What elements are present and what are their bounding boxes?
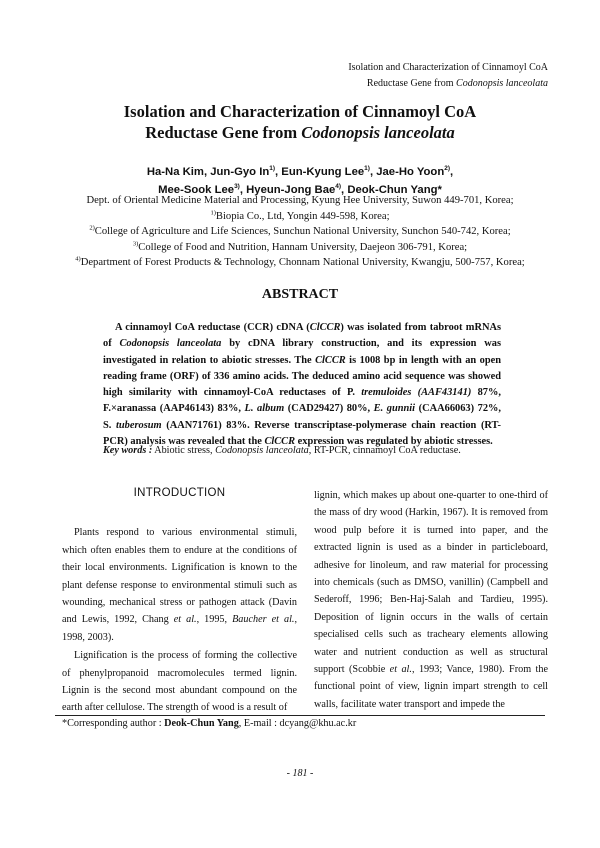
author-affil-mark: 1) <box>269 165 276 173</box>
running-head-line2 <box>348 76 548 92</box>
author-affil-mark: 3) <box>234 183 240 191</box>
abstract-text: by cDNA library construction, and its expression was investigated in relation to abiotic stresses. The <box>103 338 501 366</box>
abstract-species: tremuloides (AAF43141) <box>361 387 472 399</box>
author-name: Mee-Sook Lee <box>158 184 235 196</box>
affiliations <box>0 193 600 271</box>
abstract-species: E. gunnii <box>373 403 416 415</box>
body-italic: Baucher et al. <box>232 614 295 626</box>
affiliation-mark: 4) <box>75 255 81 263</box>
body-italic: et al. <box>389 664 412 676</box>
paper-title <box>0 101 600 143</box>
abstract-gene: ClCCR <box>264 436 296 448</box>
affiliation <box>0 240 600 256</box>
abstract-paragraph <box>103 320 501 450</box>
abstract-text: A cinnamoyl CoA reductase (CCR) cDNA ( <box>115 322 310 333</box>
keywords-text: , RT-PCR, cinnamoyl CoA reductase. <box>308 445 461 456</box>
abstract-text: expression was regulated by abiotic stresses. <box>295 436 493 448</box>
affiliation-text: College of Agriculture and Life Sciences, Sunchun National University, Sunchon 540-742, Korea; <box>94 226 511 237</box>
intro-paragraph-1 <box>62 524 297 646</box>
abstract-text: (AAN71761) 83%. Reverse transcriptase-polymerase chain reaction (RT-PCR) analysis was revealed that the <box>103 419 501 448</box>
column-left <box>62 485 297 717</box>
corresponding-author-footnote <box>62 718 356 729</box>
keywords-species: Codonopsis lanceolata <box>215 445 309 456</box>
affiliation-mark: 2) <box>89 224 95 232</box>
author-name: Hyeun-Jong Bae <box>246 184 336 196</box>
keywords-label: Key words : <box>103 445 153 456</box>
body-text: , 1998, 2003). <box>62 614 297 643</box>
abstract-species: Codonopsis lanceolata <box>119 338 222 350</box>
abstract-text: ) was isolated from tabroot mRNAs of <box>103 322 502 350</box>
author-name: Deok-Chun Yang* <box>347 184 442 196</box>
footnote-author: Deok-Chun Yang <box>164 718 239 729</box>
body-italic: et al. <box>173 614 197 626</box>
introduction-heading: INTRODUCTION <box>133 487 226 499</box>
affiliation <box>0 255 600 271</box>
abstract-heading: ABSTRACT <box>261 287 339 302</box>
body-text: lignin, which makes up about one-quarter to one-third of the mass of dry wood (Harkin, 1967). It is removed from wood pulp before it is turned into paper, and the extracted lignin is used as a binder in particleboard, adhesive for linoleum, and raw material for processing into chemicals (such as DMSO, vanillin) (Campbell and Sederoff, 1996; Ben-Haj-Salah and Tardieu, 1995). Deposition of lignin occurs in the walls of certain specialised cells such as tracheary elements allowing water and nutrient conduction as well as structural support (Scobbie <box>314 490 548 676</box>
body-text: Plants respond to various environmental stimuli, which often enables them to endure at the conditions of their local environments. Lignification is known to the plant defense response to environmental stimuli such as wounding, mechanical stress or pathogen attack (Davin and Lewis, 1992, Chang <box>62 527 297 626</box>
running-head-species: Codonopsis lanceolata <box>456 78 548 89</box>
title-line2-text: Reductase Gene from <box>145 123 302 142</box>
abstract-gene: ClCCR <box>315 354 346 366</box>
footnote-email: , E-mail : dcyang@khu.ac.kr <box>238 718 357 729</box>
running-head-line1: Isolation and Characterization of Cinnamoyl CoA <box>348 62 548 73</box>
abstract-text: (CAA66063) 72%, S. <box>103 403 502 431</box>
author-name: Jae-Ho Yoon <box>376 166 445 178</box>
body-text: , 1995, <box>196 614 233 626</box>
intro-paragraph-3 <box>314 487 548 713</box>
abstract-gene: ClCCR <box>309 322 341 333</box>
keywords-text: Abiotic stress, <box>152 445 216 456</box>
footnote-divider <box>55 715 545 716</box>
author-affil-mark: 2) <box>444 165 451 173</box>
abstract-text: (CAD29427) 80%, <box>284 403 374 415</box>
author-name: Ha-Na Kim <box>146 166 204 178</box>
abstract-species: tuberosum <box>116 419 162 431</box>
affiliation <box>0 224 600 240</box>
author-name: Eun-Kyung Lee <box>281 166 365 178</box>
body-text: , 1993; Vance, 1980). From the functional point of view, lignin impart strength to cell walls, facilitate water transport and impede the <box>314 664 549 710</box>
affiliation <box>0 193 600 209</box>
affiliation-mark: 3) <box>132 239 139 247</box>
running-head <box>348 60 548 92</box>
page-number: - 181 - <box>286 768 314 779</box>
affiliation <box>0 209 600 225</box>
abstract-body <box>103 320 501 450</box>
intro-paragraph-2: Lignification is the process of forming the collective of phenylpropanoid macromolecules termed lignin. Lignin is the second most abundant compound on the earth after cellulose. The strength of wood is a result of <box>62 650 297 714</box>
affiliation-mark: 1) <box>210 208 216 216</box>
column-right <box>314 487 548 713</box>
affiliation-text: College of Food and Nutrition, Hannam University, Daejeon 306-791, Korea; <box>138 241 468 253</box>
affiliation-text: Department of Forest Products & Technology, Chonnam National University, Kwangju, 500-757, Korea; <box>80 257 525 268</box>
title-species: Codonopsis lanceolata <box>301 123 455 142</box>
abstract-text: 87%, F.×aranassa (AAP46143) 83%, <box>103 387 501 415</box>
author-affil-mark: 4) <box>335 183 342 191</box>
author-line2: Mee-Sook Lee$^{3)}$, Hyeun-Jong Bae$^{4)}$, Deok-Chun Yang* <box>158 183 442 196</box>
affiliation-text: Dept. of Oriental Medicine Material and Processing, Kyung Hee University, Suwon 449-701, Korea; <box>86 195 514 206</box>
author-affil-mark: 1) <box>364 165 370 173</box>
author-name: Jun-Gyo In <box>210 166 270 178</box>
running-head-line2-text: Reductase Gene from <box>366 78 457 89</box>
author-line1: Ha-Na Kim, Jun-Gyo In$^{1)}$, Eun-Kyung Lee$^{1)}$, Jae-Ho Yoon$^{2)}$, <box>146 165 454 178</box>
abstract-text: is 1008 bp in length with an open reading frame (ORF) of 336 amino acids. The deduced amino acid sequence was showed high similarity with cinnamoyl-CoA reductases of P. <box>103 354 501 399</box>
keywords <box>103 445 523 456</box>
title-line2 <box>0 122 600 143</box>
affiliation-text: Biopia Co., Ltd, Yongin 449-598, Korea; <box>215 210 390 222</box>
title-line1: Isolation and Characterization of Cinnamoyl CoA <box>123 102 477 121</box>
abstract-species: L. album <box>244 403 285 415</box>
footnote-prefix: *Corresponding author : <box>62 718 165 729</box>
